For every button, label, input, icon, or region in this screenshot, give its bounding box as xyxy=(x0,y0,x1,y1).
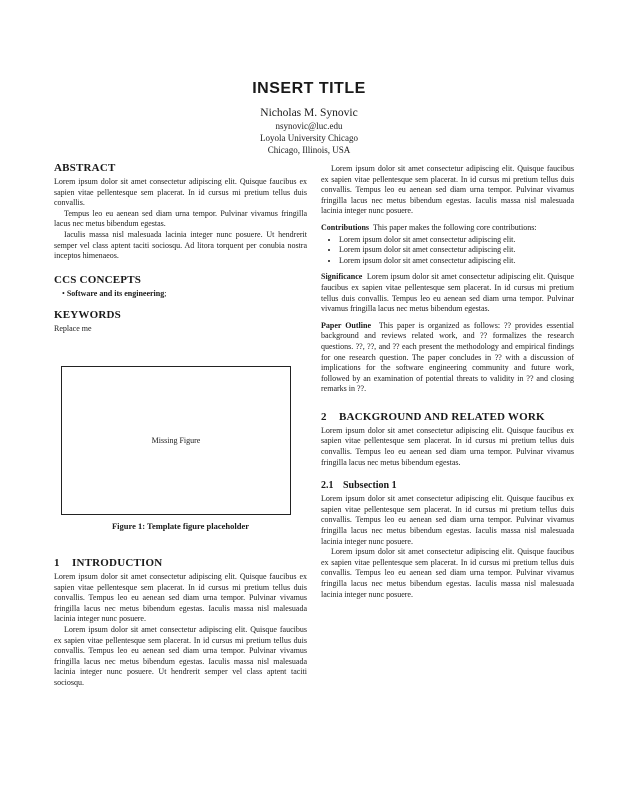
outline-paragraph xyxy=(321,321,574,395)
background-heading xyxy=(321,411,574,424)
ccs-item-bold: Software and its engineering xyxy=(66,288,165,298)
significance-label: Significance xyxy=(321,272,363,282)
introduction-section xyxy=(54,557,307,689)
subsection-title: Subsection 1 xyxy=(343,480,397,492)
figure-placeholder-box xyxy=(61,366,291,515)
section-number: 2 xyxy=(321,410,327,423)
introduction-paragraph-1: Lorem ipsum dolor sit amet consectetur adipiscing elit. Quisque faucibus ex sapien vitae pellentesque sem placerat. In id cursus mi pretium tellus duis convallis. Tempus leo eu aenean sed diam urna tempor. Pulvinar vivamus fringilla lacus nec metus bibendum egestas. Iaculis massa nisl malesuada lacinia integer nunc posuere. xyxy=(54,572,307,624)
author-affiliation: Loyola University Chicago xyxy=(260,133,358,143)
outline-label: Paper Outline xyxy=(321,320,371,330)
section-title: INTRODUCTION xyxy=(72,557,163,569)
keywords-heading: KEYWORDS xyxy=(54,309,121,322)
subsection-heading xyxy=(321,480,574,492)
ccs-item-tail: ; xyxy=(164,288,167,298)
contribution-item: • Lorem ipsum dolor sit amet consectetur adipiscing elit. xyxy=(339,256,574,267)
ccs-heading: CCS CONCEPTS xyxy=(54,273,142,286)
outline-text: This paper is organized as follows: ?? provides essential background and reviews related work, and ?? formalizes the research questions. ??, ??, and ?? each present the methodology and empirical findings for one research question. The paper concludes in ?? with a discussion of implications for the software engineering community and future work, followed by an examination of potential threats to validity in ?? and closing remarks in ??. xyxy=(321,320,575,394)
ccs-item: • Software and its engineering; xyxy=(62,288,167,298)
contributions-text: This paper makes the following core contributions: xyxy=(373,222,537,232)
author-name: Nicholas M. Synovic xyxy=(260,107,358,119)
subsection-number: 2.1 xyxy=(321,480,334,492)
abstract-paragraph-2: Tempus leo eu aenean sed diam urna tempor. Pulvinar vivamus fringilla lacus nec metus bibendum egestas. xyxy=(54,208,307,229)
introduction-paragraph-2: Lorem ipsum dolor sit amet consectetur adipiscing elit. Quisque faucibus ex sapien vitae pellentesque sem placerat. In id cursus mi pretium tellus duis convallis. Tempus leo eu aenean sed diam urna tempor. Pulvinar vivamus fringilla lacus nec metus bibendum egestas. Iaculis massa nisl malesuada lacinia integer nunc posuere. Ut hendrerit semper vel class aptent taciti sociosqu. xyxy=(54,624,307,687)
author-block xyxy=(0,106,618,156)
figure-caption: Figure 1: Template figure placeholder xyxy=(111,521,250,531)
background-paragraph: Lorem ipsum dolor sit amet consectetur adipiscing elit. Quisque faucibus ex sapien vitae pellentesque sem placerat. In id cursus mi pretium tellus duis convallis. Tempus leo eu aenean sed diam urna tempor. Pulvinar vivamus fringilla lacus nec metus bibendum egestas. xyxy=(321,425,574,467)
contribution-item: • Lorem ipsum dolor sit amet consectetur adipiscing elit. xyxy=(339,235,574,246)
contributions-paragraph xyxy=(321,223,574,234)
keywords-text: Replace me xyxy=(54,324,92,334)
right-column xyxy=(321,164,574,600)
introduction-heading xyxy=(54,557,307,570)
section-title: BACKGROUND AND RELATED WORK xyxy=(339,410,545,423)
abstract-paragraph-3: Iaculis massa nisl malesuada lacinia integer nunc posuere. Ut hendrerit semper vel class aptent taciti sociosqu. Ad litora torquent per conubia nostra inceptos himenaeos. xyxy=(54,229,307,261)
contributions-label: Contributions xyxy=(321,222,370,232)
section-number: 1 xyxy=(54,557,60,569)
subsection-paragraph-2: Lorem ipsum dolor sit amet consectetur adipiscing elit. Quisque faucibus ex sapien vitae pellentesque sem placerat. In id cursus mi pretium tellus duis convallis. Tempus leo eu aenean sed diam urna tempor. Pulvinar vivamus fringilla lacus nec metus bibendum egestas. Iaculis massa nisl malesuada lacinia integer nunc posuere. xyxy=(321,547,574,599)
author-email: nsynovic@luc.edu xyxy=(275,121,343,131)
intro-continued-paragraph: Lorem ipsum dolor sit amet consectetur adipiscing elit. Quisque faucibus ex sapien vitae pellentesque sem placerat. In id cursus mi pretium tellus duis convallis. Tempus leo eu aenean sed diam urna tempor. Pulvinar vivamus fringilla lacus nec metus bibendum egestas. Iaculis massa nisl malesuada lacinia integer nunc posuere. xyxy=(321,164,574,216)
contributions-list xyxy=(321,235,574,267)
subsection-paragraph-1: Lorem ipsum dolor sit amet consectetur adipiscing elit. Quisque faucibus ex sapien vitae pellentesque sem placerat. In id cursus mi pretium tellus duis convallis. Tempus leo eu aenean sed diam urna tempor. Pulvinar vivamus fringilla lacus nec metus bibendum egestas. Iaculis massa nisl malesuada lacinia integer nunc posuere. xyxy=(321,494,574,546)
figure-placeholder-text: Missing Figure xyxy=(151,436,201,445)
significance-paragraph xyxy=(321,272,574,314)
author-location: Chicago, Illinois, USA xyxy=(267,145,351,155)
significance-text: Lorem ipsum dolor sit amet consectetur adipiscing elit. Quisque faucibus ex sapien vitae pellentesque sem placerat. In id cursus mi pretium tellus duis convallis. Tempus leo eu aenean sed diam urna tempor. Pulvinar vivamus fringilla lacus nec metus bibendum egestas. xyxy=(321,272,574,314)
ccs-list xyxy=(54,289,307,300)
left-column-top xyxy=(54,162,307,335)
abstract-paragraph-1: Lorem ipsum dolor sit amet consectetur adipiscing elit. Quisque faucibus ex sapien vitae pellentesque sem placerat. In id cursus mi pretium tellus duis convallis. xyxy=(54,177,307,208)
paper-title: INSERT TITLE xyxy=(252,80,366,97)
contribution-item: • Lorem ipsum dolor sit amet consectetur adipiscing elit. xyxy=(339,245,574,256)
abstract-heading: ABSTRACT xyxy=(54,162,116,174)
